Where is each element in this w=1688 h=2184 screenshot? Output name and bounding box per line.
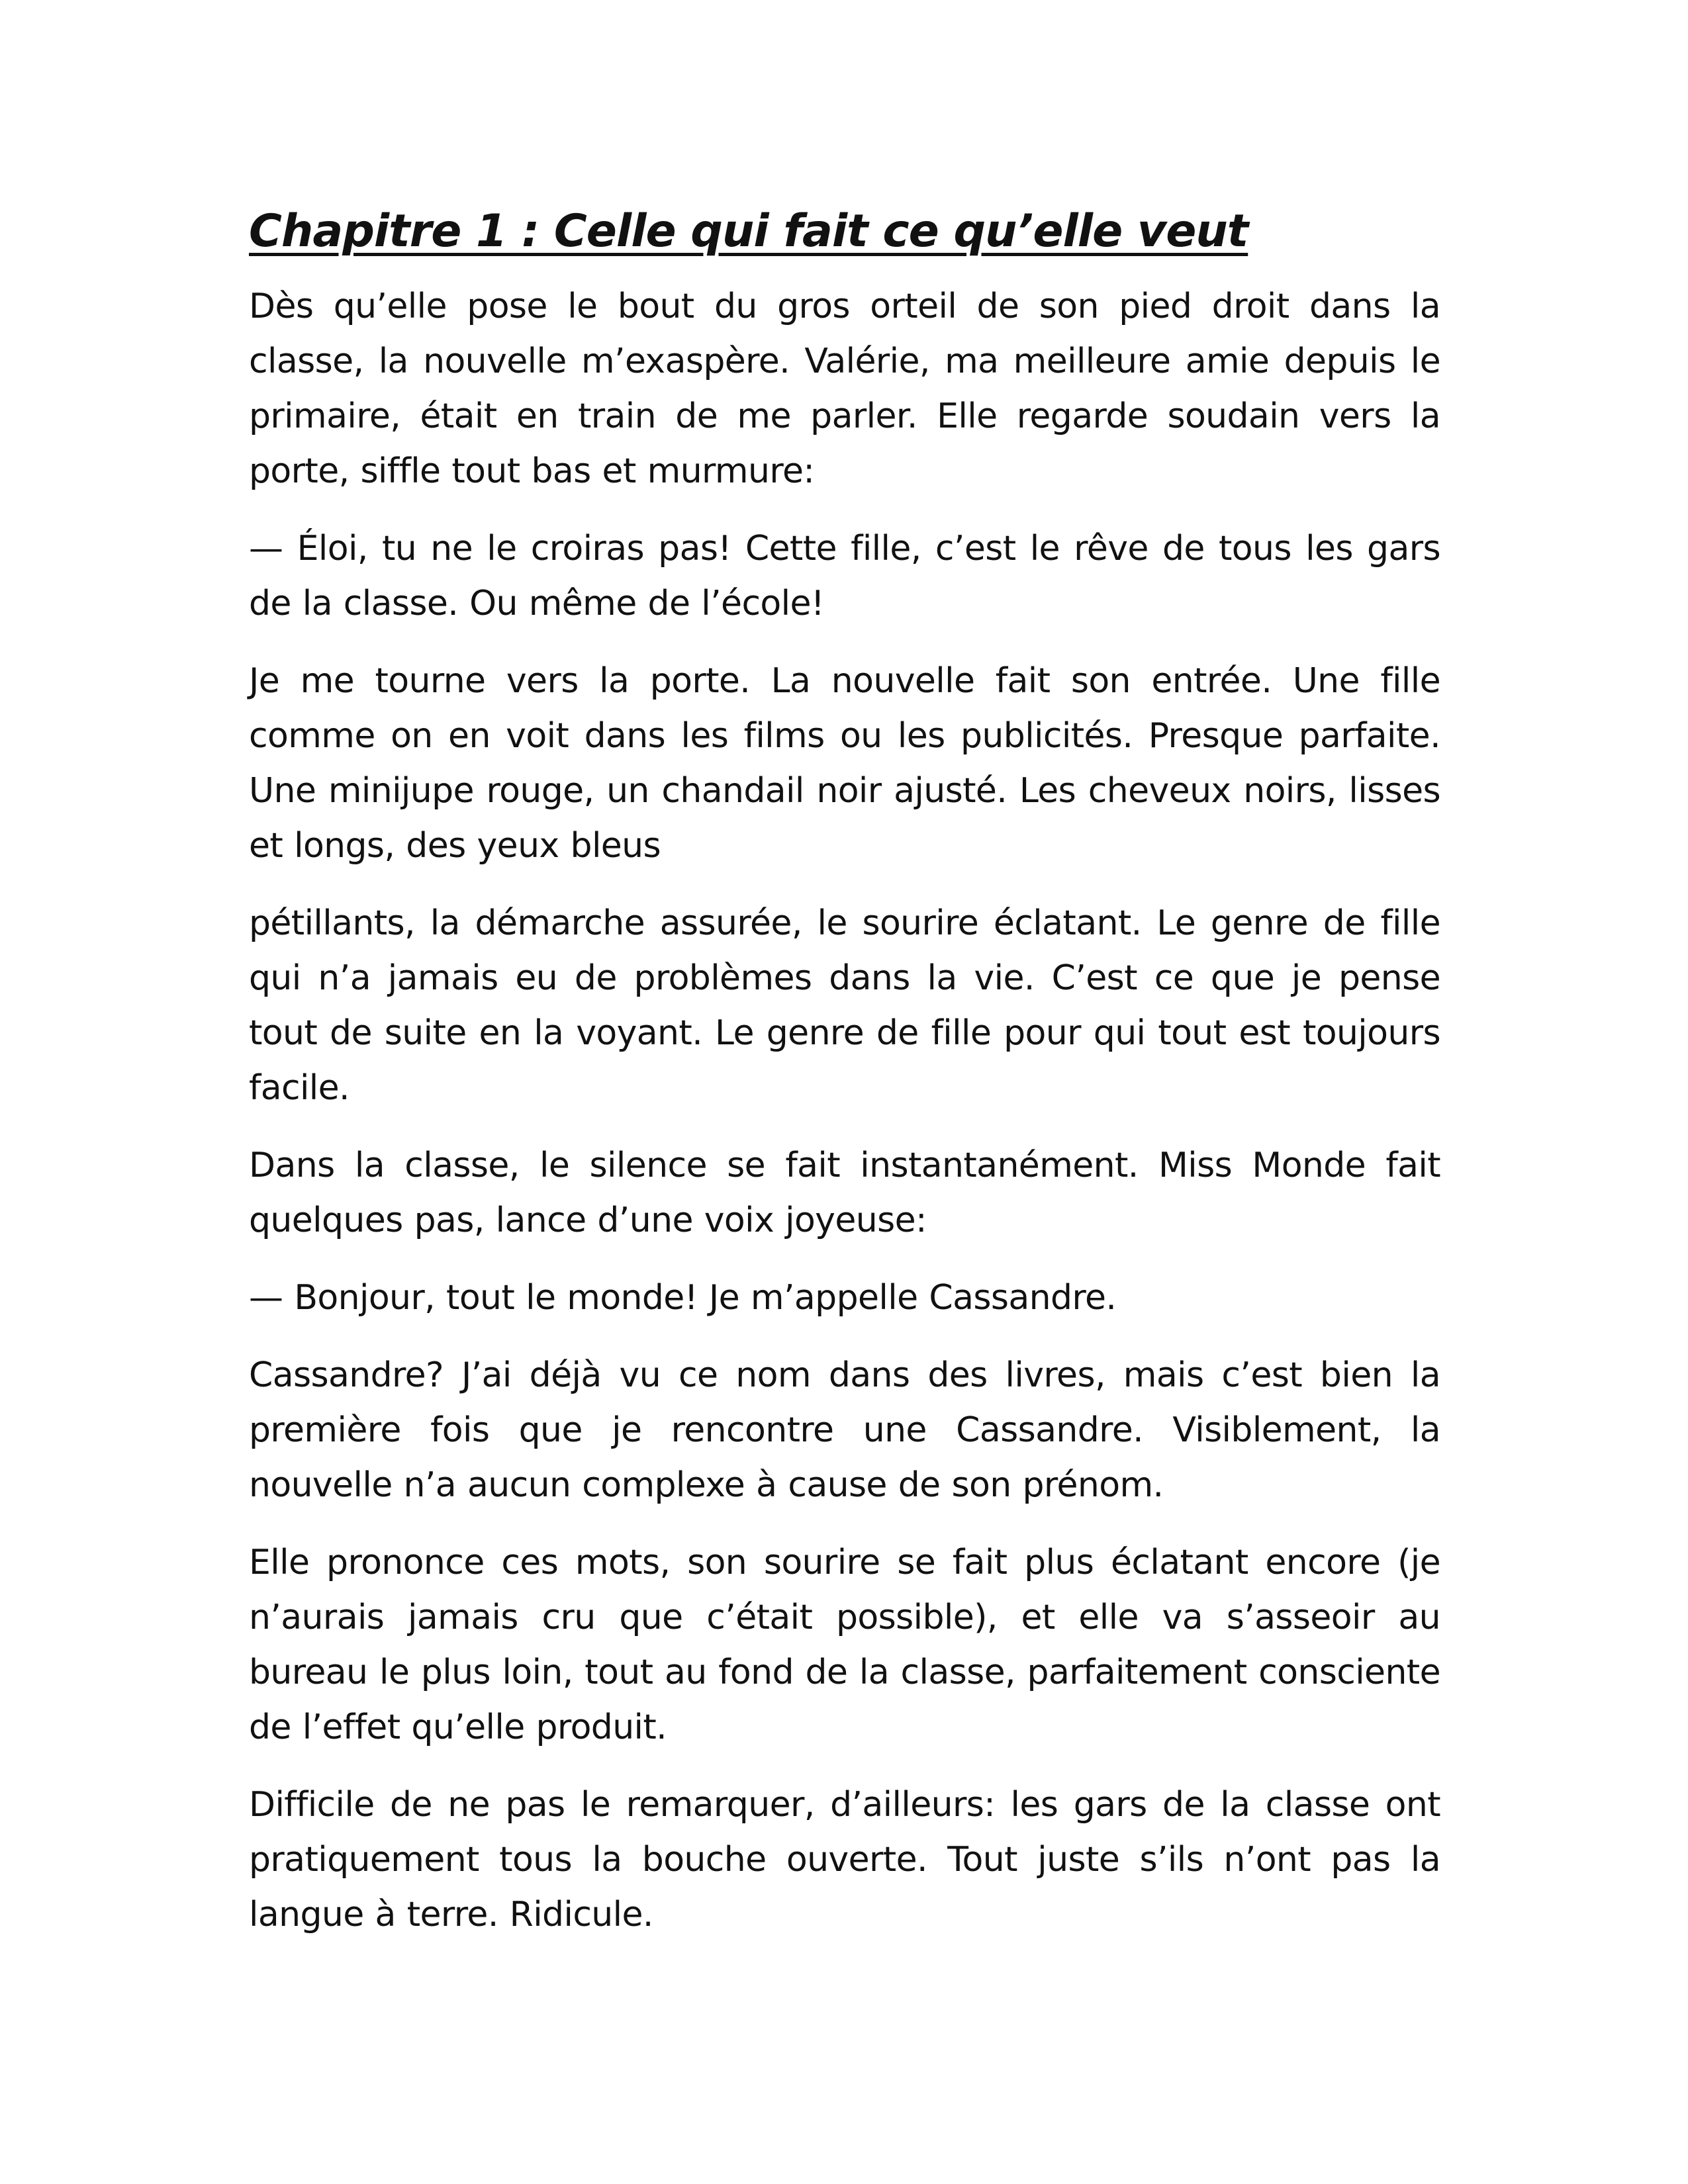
paragraph: — Éloi, tu ne le croiras pas! Cette fille, c’est le rêve de tous les gars de la classe. Ou même de l’école!: [249, 529, 1440, 623]
paragraph: Dès qu’elle pose le bout du gros orteil de son pied droit dans la classe, la nouvelle m’exaspère. Valérie, ma meilleure amie depuis le primaire, était en train de me parler. Elle regarde soudain vers la porte, siffle tout bas et murmure:: [249, 287, 1440, 491]
paragraph: Elle prononce ces mots, son sourire se fait plus éclatant encore (je n’aurais jamais cru que c’était possible), et elle va s’asseoir au bureau le plus loin, tout au fond de la classe, parfaitement consciente de l’effet qu’elle produit.: [249, 1543, 1440, 1747]
paragraph: Dans la classe, le silence se fait instantanément. Miss Monde fait quelques pas, lance d’une voix joyeuse:: [249, 1146, 1440, 1240]
paragraph: Cassandre? J’ai déjà vu ce nom dans des livres, mais c’est bien la première fois que je rencontre une Cassandre. Visiblement, la nouvelle n’a aucun complexe à cause de son prénom.: [249, 1355, 1440, 1505]
paragraph: — Bonjour, tout le monde! Je m’appelle Cassandre.: [249, 1278, 1117, 1318]
paragraph: Difficile de ne pas le remarquer, d’ailleurs: les gars de la classe ont pratiquement tous la bouche ouverte. Tout juste s’ils n’ont pas la langue à terre. Ridicule.: [249, 1785, 1440, 1934]
chapter-title: Chapitre 1 : Celle qui fait ce qu’elle veut: [249, 205, 1248, 257]
paragraph: Je me tourne vers la porte. La nouvelle fait son entrée. Une fille comme on en voit dans les films ou les publicités. Presque parfaite. Une minijupe rouge, un chandail noir ajusté. Les cheveux noirs, lisses et longs, des yeux bleus: [249, 661, 1440, 866]
paragraph: pétillants, la démarche assurée, le sourire éclatant. Le genre de fille qui n’a jamais eu de problèmes dans la vie. C’est ce que je pense tout de suite en la voyant. Le genre de fille pour qui tout est toujours facile.: [249, 903, 1440, 1108]
page-content: [249, 199, 1440, 1965]
